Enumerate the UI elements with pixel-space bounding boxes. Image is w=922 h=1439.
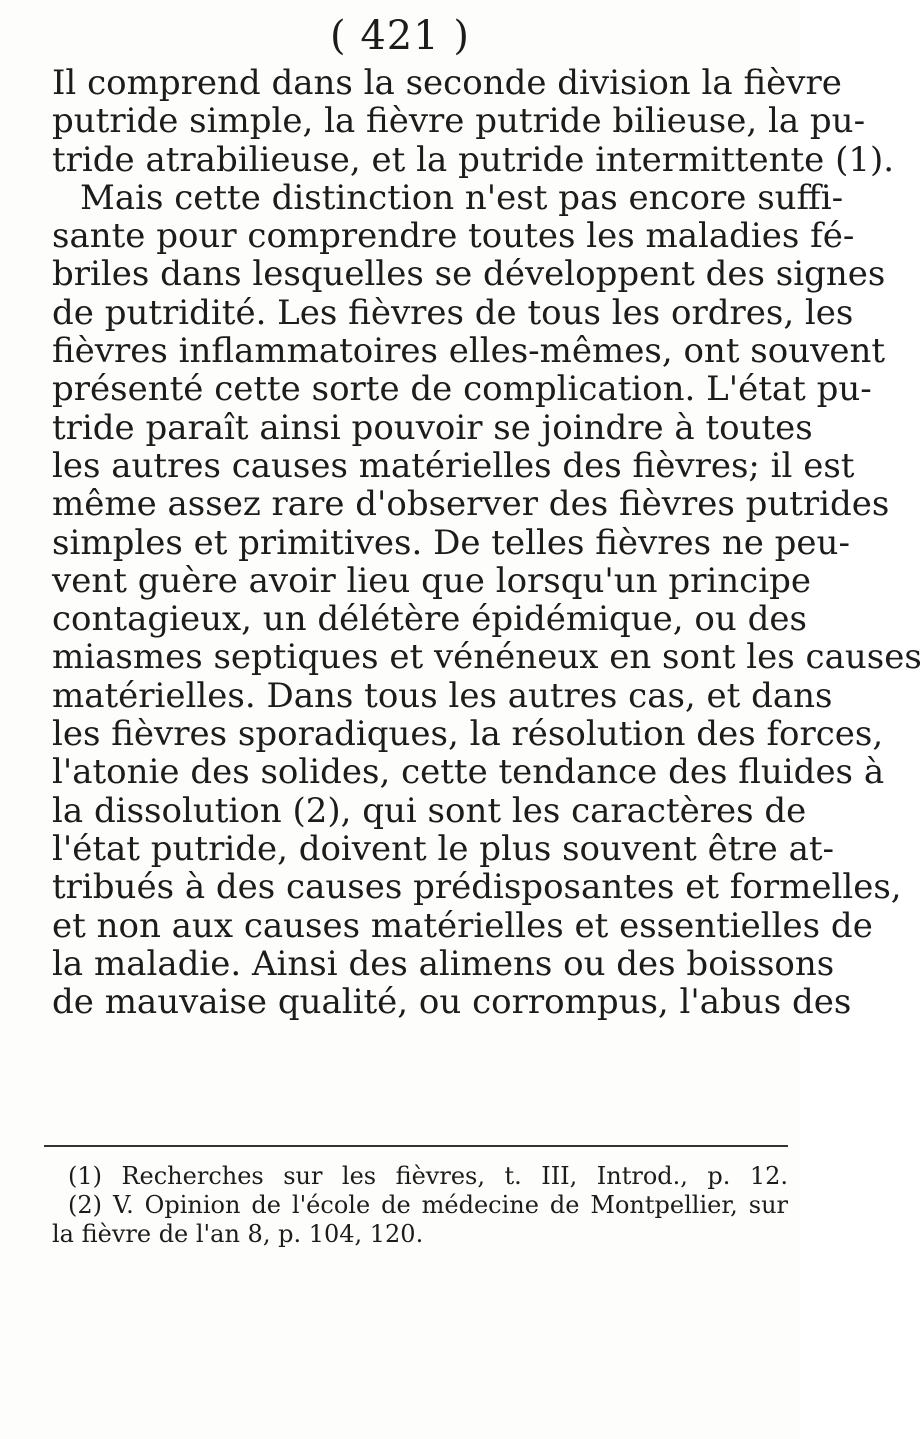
body-line: simples et primitives. De telles fièvres ne peu- [52,522,850,563]
footnote-divider [44,1145,788,1147]
body-line: la dissolution (2), qui sont les caractères de [52,790,807,831]
footnotes [52,1162,788,1249]
footnote-line: (1) Recherches sur les fièvres, t. III, Introd., p. 12. [68,1162,788,1190]
page-number: ( 421 ) [330,13,470,59]
body-line: miasmes septiques et vénéneux en sont les causes [52,637,922,678]
body-line: et non aux causes matérielles et essentielles de [52,905,873,946]
body-line: contagieux, un délétère épidémique, ou des [52,599,807,640]
body-line: putride simple, la fièvre putride bilieuse, la pu- [52,101,866,142]
body-line: de putridité. Les fièvres de tous les ordres, les [52,292,854,333]
body-line: l'état putride, doivent le plus souvent être at- [52,828,834,869]
body-line: Il comprend dans la seconde division la fièvre [52,63,842,103]
footnote-line: la fièvre de l'an 8, p. 104, 120. [52,1220,424,1248]
body-line: tride atrabilieuse, et la putride intermittente (1). [52,139,895,180]
body-line: les fièvres sporadiques, la résolution des forces, [52,714,884,755]
body-line: les autres causes matérielles des fièvres; il est [52,445,855,486]
body-line: Mais cette distinction n'est pas encore suffi- [80,177,844,218]
body-line: la maladie. Ainsi des alimens ou des boissons [52,943,835,984]
body-line: briles dans lesquelles se développent des signes [52,254,886,295]
body-line: de mauvaise qualité, ou corrompus, l'abus des [52,982,852,1023]
body-text [52,63,922,1023]
footnote-line: (2) V. Opinion de l'école de médecine de Montpellier, sur [68,1191,788,1219]
body-line: même assez rare d'observer des fièvres putrides [52,484,890,525]
body-line: tribués à des causes prédisposantes et formelles, [52,867,902,908]
body-line: présenté cette sorte de complication. L'état pu- [52,369,872,410]
body-line: l'atonie des solides, cette tendance des fluides à [52,752,885,793]
body-line: matérielles. Dans tous les autres cas, et dans [52,675,833,716]
body-line: vent guère avoir lieu que lorsqu'un principe [52,560,811,601]
body-line: tride paraît ainsi pouvoir se joindre à toutes [52,407,813,448]
body-line: fièvres inflammatoires elles-mêmes, ont souvent [52,331,885,372]
body-line: sante pour comprendre toutes les maladies fé- [52,216,855,257]
